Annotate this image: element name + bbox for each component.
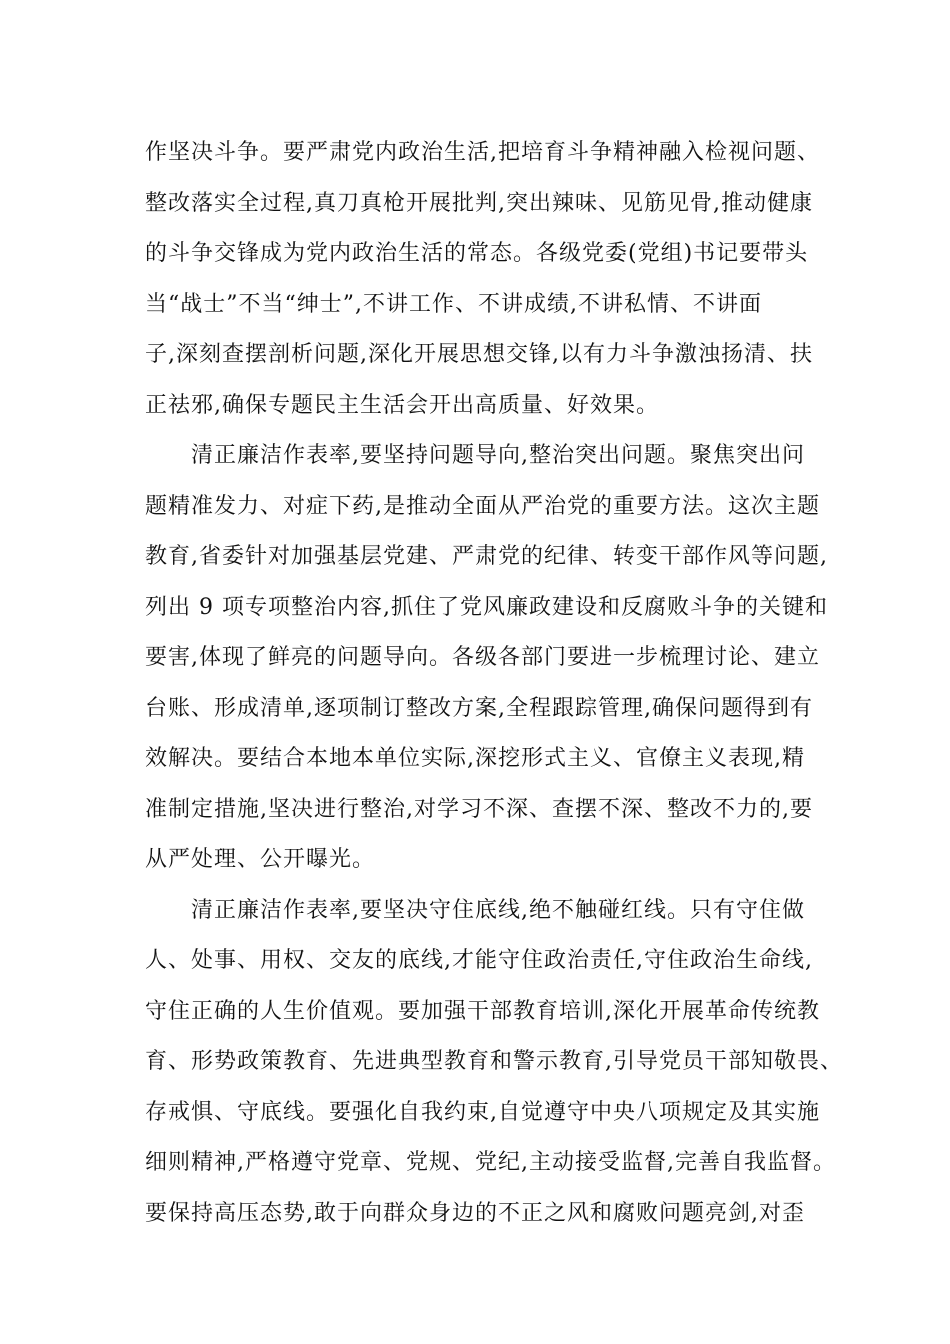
text-line: 台账、形成清单,逐项制订整改方案,全程跟踪管理,确保问题得到有 — [145, 695, 813, 721]
text-line: 教育,省委针对加强基层党建、严肃党的纪律、转变干部作风等问题, — [145, 544, 828, 569]
text-line: 清正廉洁作表率,要坚决守住底线,绝不触碰红线。只有守住做 — [191, 897, 805, 923]
text-line: 准制定措施,坚决进行整治,对学习不深、查摆不深、整改不力的,要 — [145, 796, 813, 822]
text-line: 子,深刻查摆剖析问题,深化开展思想交锋,以有力斗争激浊扬清、扶 — [145, 342, 813, 367]
text-line: 守住正确的人生价值观。要加强干部教育培训,深化开展革命传统教 — [145, 998, 820, 1024]
text-line: 存戒惧、守底线。要强化自我约束,自觉遵守中央八项规定及其实施 — [145, 1099, 820, 1125]
text-line: 题精准发力、对症下药,是推动全面从严治党的重要方法。这次主题 — [145, 493, 820, 519]
text-line: 人、处事、用权、交友的底线,才能守住政治责任,守住政治生命线, — [145, 948, 813, 973]
text-line: 当“战士”不当“绅士”,不讲工作、不讲成绩,不讲私情、不讲面 — [145, 291, 762, 317]
document-body — [145, 128, 843, 1239]
text-line: 正祛邪,确保专题民主生活会开出高质量、好效果。 — [145, 392, 659, 418]
text-line: 列出 9 项专项整治内容,抓住了党风廉政建设和反腐败斗争的关键和 — [145, 594, 828, 620]
text-line: 的斗争交锋成为党内政治生活的常态。各级党委(党组)书记要带头 — [145, 241, 809, 266]
text-line: 清正廉洁作表率,要坚持问题导向,整治突出问题。聚焦突出问 — [191, 443, 805, 468]
text-line: 作坚决斗争。要严肃党内政治生活,把培育斗争精神融入检视问题、 — [145, 140, 820, 165]
paragraph-3 — [145, 886, 843, 1240]
text-line: 要害,体现了鲜亮的问题导向。各级各部门要进一步梳理讨论、建立 — [145, 645, 820, 670]
text-line: 从严处理、公开曝光。 — [145, 847, 376, 872]
text-line: 整改落实全过程,真刀真枪开展批判,突出辣味、见筋见骨,推动健康 — [145, 190, 813, 216]
text-line: 要保持高压态势,敢于向群众身边的不正之风和腐败问题亮剑,对歪 — [145, 1200, 805, 1226]
paragraph-1 — [145, 128, 820, 431]
paragraph-2 — [145, 431, 828, 886]
text-line: 细则精神,严格遵守党章、党规、党纪,主动接受监督,完善自我监督。 — [145, 1150, 836, 1175]
text-line: 育、形势政策教育、先进典型教育和警示教育,引导党员干部知敬畏、 — [145, 1049, 843, 1074]
text-line: 效解决。要结合本地本单位实际,深挖形式主义、官僚主义表现,精 — [145, 746, 805, 771]
